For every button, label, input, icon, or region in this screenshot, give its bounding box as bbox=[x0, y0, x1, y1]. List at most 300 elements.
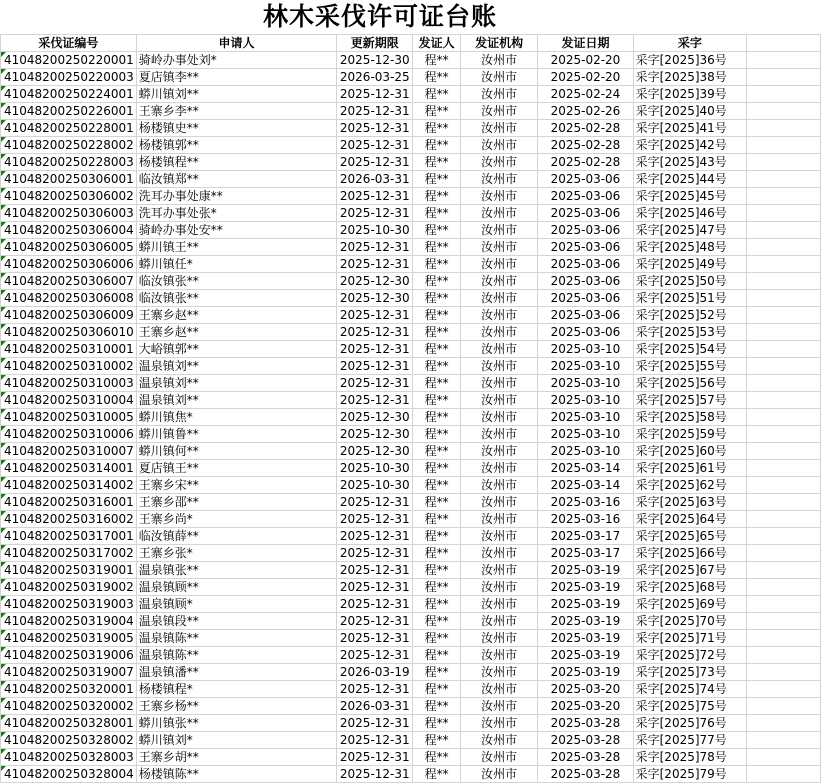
header-issuer[interactable]: 发证人 bbox=[413, 35, 461, 52]
document-number-cell[interactable]: 采字[2025]64号 bbox=[633, 511, 746, 528]
document-number-cell[interactable]: 采字[2025]53号 bbox=[633, 324, 746, 341]
agency-cell[interactable]: 汝州市 bbox=[461, 290, 538, 307]
agency-cell[interactable]: 汝州市 bbox=[461, 341, 538, 358]
permit-number-cell[interactable]: 41048200250316001 bbox=[1, 494, 137, 511]
applicant-cell[interactable]: 蟒川镇何** bbox=[136, 443, 337, 460]
document-number-cell[interactable]: 采字[2025]58号 bbox=[633, 409, 746, 426]
applicant-cell[interactable]: 夏店镇王** bbox=[136, 460, 337, 477]
agency-cell[interactable]: 汝州市 bbox=[461, 596, 538, 613]
issuer-cell[interactable]: 程** bbox=[413, 426, 461, 443]
issuer-cell[interactable]: 程** bbox=[413, 647, 461, 664]
document-number-cell[interactable]: 采字[2025]75号 bbox=[633, 698, 746, 715]
expiry-cell[interactable]: 2025-12-31 bbox=[337, 528, 413, 545]
empty-cell[interactable] bbox=[747, 290, 821, 307]
issuer-cell[interactable]: 程** bbox=[413, 239, 461, 256]
applicant-cell[interactable]: 温泉镇张** bbox=[136, 562, 337, 579]
issue-date-cell[interactable]: 2025-03-19 bbox=[538, 664, 633, 681]
applicant-cell[interactable]: 温泉镇潘** bbox=[136, 664, 337, 681]
agency-cell[interactable]: 汝州市 bbox=[461, 664, 538, 681]
issuer-cell[interactable]: 程** bbox=[413, 664, 461, 681]
document-number-cell[interactable]: 采字[2025]59号 bbox=[633, 426, 746, 443]
expiry-cell[interactable]: 2025-12-31 bbox=[337, 341, 413, 358]
document-number-cell[interactable]: 采字[2025]70号 bbox=[633, 613, 746, 630]
issuer-cell[interactable]: 程** bbox=[413, 715, 461, 732]
issue-date-cell[interactable]: 2025-03-20 bbox=[538, 681, 633, 698]
permit-number-cell[interactable]: 41048200250328004 bbox=[1, 766, 137, 783]
empty-cell[interactable] bbox=[747, 205, 821, 222]
document-number-cell[interactable]: 采字[2025]67号 bbox=[633, 562, 746, 579]
empty-cell[interactable] bbox=[747, 545, 821, 562]
agency-cell[interactable]: 汝州市 bbox=[461, 375, 538, 392]
agency-cell[interactable]: 汝州市 bbox=[461, 545, 538, 562]
issuer-cell[interactable]: 程** bbox=[413, 358, 461, 375]
applicant-cell[interactable]: 夏店镇李** bbox=[136, 69, 337, 86]
expiry-cell[interactable]: 2025-12-31 bbox=[337, 715, 413, 732]
issuer-cell[interactable]: 程** bbox=[413, 613, 461, 630]
issuer-cell[interactable]: 程** bbox=[413, 477, 461, 494]
permit-number-cell[interactable]: 41048200250314001 bbox=[1, 460, 137, 477]
agency-cell[interactable]: 汝州市 bbox=[461, 324, 538, 341]
issuer-cell[interactable]: 程** bbox=[413, 256, 461, 273]
permit-number-cell[interactable]: 41048200250220003 bbox=[1, 69, 137, 86]
agency-cell[interactable]: 汝州市 bbox=[461, 171, 538, 188]
document-number-cell[interactable]: 采字[2025]55号 bbox=[633, 358, 746, 375]
applicant-cell[interactable]: 杨楼镇史** bbox=[136, 120, 337, 137]
empty-cell[interactable] bbox=[747, 239, 821, 256]
applicant-cell[interactable]: 王寨乡胡** bbox=[136, 749, 337, 766]
document-number-cell[interactable]: 采字[2025]47号 bbox=[633, 222, 746, 239]
issue-date-cell[interactable]: 2025-02-28 bbox=[538, 120, 633, 137]
issuer-cell[interactable]: 程** bbox=[413, 307, 461, 324]
issue-date-cell[interactable]: 2025-03-06 bbox=[538, 324, 633, 341]
issue-date-cell[interactable]: 2025-03-14 bbox=[538, 460, 633, 477]
permit-number-cell[interactable]: 41048200250319002 bbox=[1, 579, 137, 596]
permit-number-cell[interactable]: 41048200250310003 bbox=[1, 375, 137, 392]
issuer-cell[interactable]: 程** bbox=[413, 562, 461, 579]
document-number-cell[interactable]: 采字[2025]40号 bbox=[633, 103, 746, 120]
issue-date-cell[interactable]: 2025-02-24 bbox=[538, 86, 633, 103]
agency-cell[interactable]: 汝州市 bbox=[461, 494, 538, 511]
applicant-cell[interactable]: 温泉镇陈** bbox=[136, 630, 337, 647]
agency-cell[interactable]: 汝州市 bbox=[461, 579, 538, 596]
applicant-cell[interactable]: 王寨乡张* bbox=[136, 545, 337, 562]
applicant-cell[interactable]: 王寨乡杨** bbox=[136, 698, 337, 715]
agency-cell[interactable]: 汝州市 bbox=[461, 137, 538, 154]
document-number-cell[interactable]: 采字[2025]41号 bbox=[633, 120, 746, 137]
empty-cell[interactable] bbox=[747, 579, 821, 596]
issuer-cell[interactable]: 程** bbox=[413, 375, 461, 392]
issue-date-cell[interactable]: 2025-03-10 bbox=[538, 375, 633, 392]
permit-number-cell[interactable]: 41048200250228001 bbox=[1, 120, 137, 137]
issuer-cell[interactable]: 程** bbox=[413, 69, 461, 86]
issuer-cell[interactable]: 程** bbox=[413, 171, 461, 188]
expiry-cell[interactable]: 2025-12-31 bbox=[337, 681, 413, 698]
expiry-cell[interactable]: 2025-12-31 bbox=[337, 103, 413, 120]
header-permit-number[interactable]: 采伐证编号 bbox=[1, 35, 137, 52]
issue-date-cell[interactable]: 2025-02-28 bbox=[538, 137, 633, 154]
expiry-cell[interactable]: 2025-12-31 bbox=[337, 613, 413, 630]
permit-number-cell[interactable]: 41048200250317002 bbox=[1, 545, 137, 562]
permit-number-cell[interactable]: 41048200250228002 bbox=[1, 137, 137, 154]
issue-date-cell[interactable]: 2025-03-28 bbox=[538, 715, 633, 732]
expiry-cell[interactable]: 2025-12-31 bbox=[337, 324, 413, 341]
agency-cell[interactable]: 汝州市 bbox=[461, 52, 538, 69]
permit-number-cell[interactable]: 41048200250306003 bbox=[1, 205, 137, 222]
header-applicant[interactable]: 申请人 bbox=[136, 35, 337, 52]
agency-cell[interactable]: 汝州市 bbox=[461, 307, 538, 324]
applicant-cell[interactable]: 杨楼镇程** bbox=[136, 154, 337, 171]
agency-cell[interactable]: 汝州市 bbox=[461, 766, 538, 783]
document-number-cell[interactable]: 采字[2025]45号 bbox=[633, 188, 746, 205]
expiry-cell[interactable]: 2025-12-31 bbox=[337, 766, 413, 783]
expiry-cell[interactable]: 2025-12-31 bbox=[337, 256, 413, 273]
applicant-cell[interactable]: 王寨乡邵** bbox=[136, 494, 337, 511]
empty-cell[interactable] bbox=[747, 698, 821, 715]
issuer-cell[interactable]: 程** bbox=[413, 528, 461, 545]
permit-number-cell[interactable]: 41048200250224001 bbox=[1, 86, 137, 103]
empty-cell[interactable] bbox=[747, 137, 821, 154]
expiry-cell[interactable]: 2025-12-31 bbox=[337, 562, 413, 579]
applicant-cell[interactable]: 蟒川镇刘** bbox=[136, 86, 337, 103]
issuer-cell[interactable]: 程** bbox=[413, 103, 461, 120]
empty-cell[interactable] bbox=[747, 528, 821, 545]
applicant-cell[interactable]: 临汝镇薛** bbox=[136, 528, 337, 545]
expiry-cell[interactable]: 2025-12-31 bbox=[337, 596, 413, 613]
issuer-cell[interactable]: 程** bbox=[413, 86, 461, 103]
issuer-cell[interactable]: 程** bbox=[413, 273, 461, 290]
applicant-cell[interactable]: 王寨乡赵** bbox=[136, 324, 337, 341]
issuer-cell[interactable]: 程** bbox=[413, 222, 461, 239]
agency-cell[interactable]: 汝州市 bbox=[461, 698, 538, 715]
agency-cell[interactable]: 汝州市 bbox=[461, 562, 538, 579]
agency-cell[interactable]: 汝州市 bbox=[461, 69, 538, 86]
expiry-cell[interactable]: 2025-12-31 bbox=[337, 749, 413, 766]
issue-date-cell[interactable]: 2025-03-28 bbox=[538, 732, 633, 749]
document-number-cell[interactable]: 采字[2025]71号 bbox=[633, 630, 746, 647]
agency-cell[interactable]: 汝州市 bbox=[461, 239, 538, 256]
header-expiry[interactable]: 更新期限 bbox=[337, 35, 413, 52]
issue-date-cell[interactable]: 2025-03-06 bbox=[538, 171, 633, 188]
issue-date-cell[interactable]: 2025-03-10 bbox=[538, 341, 633, 358]
agency-cell[interactable]: 汝州市 bbox=[461, 613, 538, 630]
applicant-cell[interactable]: 骑岭办事处安** bbox=[136, 222, 337, 239]
permit-number-cell[interactable]: 41048200250314002 bbox=[1, 477, 137, 494]
expiry-cell[interactable]: 2025-12-31 bbox=[337, 239, 413, 256]
applicant-cell[interactable]: 王寨乡赵** bbox=[136, 307, 337, 324]
document-number-cell[interactable]: 采字[2025]39号 bbox=[633, 86, 746, 103]
issue-date-cell[interactable]: 2025-03-19 bbox=[538, 647, 633, 664]
permit-number-cell[interactable]: 41048200250306001 bbox=[1, 171, 137, 188]
document-number-cell[interactable]: 采字[2025]44号 bbox=[633, 171, 746, 188]
agency-cell[interactable]: 汝州市 bbox=[461, 681, 538, 698]
expiry-cell[interactable]: 2026-03-19 bbox=[337, 664, 413, 681]
expiry-cell[interactable]: 2025-12-31 bbox=[337, 188, 413, 205]
permit-number-cell[interactable]: 41048200250310001 bbox=[1, 341, 137, 358]
issuer-cell[interactable]: 程** bbox=[413, 596, 461, 613]
issuer-cell[interactable]: 程** bbox=[413, 324, 461, 341]
document-number-cell[interactable]: 采字[2025]72号 bbox=[633, 647, 746, 664]
permit-number-cell[interactable]: 41048200250306009 bbox=[1, 307, 137, 324]
agency-cell[interactable]: 汝州市 bbox=[461, 511, 538, 528]
header-empty[interactable] bbox=[747, 35, 821, 52]
issuer-cell[interactable]: 程** bbox=[413, 290, 461, 307]
agency-cell[interactable]: 汝州市 bbox=[461, 528, 538, 545]
issue-date-cell[interactable]: 2025-03-17 bbox=[538, 528, 633, 545]
empty-cell[interactable] bbox=[747, 188, 821, 205]
issuer-cell[interactable]: 程** bbox=[413, 392, 461, 409]
expiry-cell[interactable]: 2025-12-31 bbox=[337, 154, 413, 171]
empty-cell[interactable] bbox=[747, 511, 821, 528]
applicant-cell[interactable]: 蟒川镇焦* bbox=[136, 409, 337, 426]
issuer-cell[interactable]: 程** bbox=[413, 341, 461, 358]
document-number-cell[interactable]: 采字[2025]66号 bbox=[633, 545, 746, 562]
expiry-cell[interactable]: 2025-12-31 bbox=[337, 205, 413, 222]
agency-cell[interactable]: 汝州市 bbox=[461, 120, 538, 137]
empty-cell[interactable] bbox=[747, 715, 821, 732]
issuer-cell[interactable]: 程** bbox=[413, 545, 461, 562]
agency-cell[interactable]: 汝州市 bbox=[461, 222, 538, 239]
issuer-cell[interactable]: 程** bbox=[413, 579, 461, 596]
issuer-cell[interactable]: 程** bbox=[413, 188, 461, 205]
empty-cell[interactable] bbox=[747, 443, 821, 460]
applicant-cell[interactable]: 蟒川镇任* bbox=[136, 256, 337, 273]
issue-date-cell[interactable]: 2025-03-10 bbox=[538, 358, 633, 375]
permit-number-cell[interactable]: 41048200250310002 bbox=[1, 358, 137, 375]
empty-cell[interactable] bbox=[747, 477, 821, 494]
applicant-cell[interactable]: 王寨乡尚* bbox=[136, 511, 337, 528]
agency-cell[interactable]: 汝州市 bbox=[461, 732, 538, 749]
applicant-cell[interactable]: 蟒川镇张** bbox=[136, 715, 337, 732]
issuer-cell[interactable]: 程** bbox=[413, 698, 461, 715]
permit-number-cell[interactable]: 41048200250220001 bbox=[1, 52, 137, 69]
permit-number-cell[interactable]: 41048200250306010 bbox=[1, 324, 137, 341]
issuer-cell[interactable]: 程** bbox=[413, 766, 461, 783]
permit-number-cell[interactable]: 41048200250319001 bbox=[1, 562, 137, 579]
applicant-cell[interactable]: 蟒川镇王** bbox=[136, 239, 337, 256]
applicant-cell[interactable]: 临汝镇张** bbox=[136, 273, 337, 290]
permit-number-cell[interactable]: 41048200250226001 bbox=[1, 103, 137, 120]
issue-date-cell[interactable]: 2025-03-06 bbox=[538, 222, 633, 239]
empty-cell[interactable] bbox=[747, 409, 821, 426]
expiry-cell[interactable]: 2025-12-30 bbox=[337, 426, 413, 443]
document-number-cell[interactable]: 采字[2025]52号 bbox=[633, 307, 746, 324]
applicant-cell[interactable]: 温泉镇刘** bbox=[136, 375, 337, 392]
expiry-cell[interactable]: 2025-12-30 bbox=[337, 52, 413, 69]
permit-number-cell[interactable]: 41048200250319007 bbox=[1, 664, 137, 681]
document-number-cell[interactable]: 采字[2025]60号 bbox=[633, 443, 746, 460]
permit-number-cell[interactable]: 41048200250320002 bbox=[1, 698, 137, 715]
applicant-cell[interactable]: 温泉镇段** bbox=[136, 613, 337, 630]
permit-number-cell[interactable]: 41048200250316002 bbox=[1, 511, 137, 528]
expiry-cell[interactable]: 2025-10-30 bbox=[337, 477, 413, 494]
document-number-cell[interactable]: 采字[2025]76号 bbox=[633, 715, 746, 732]
document-number-cell[interactable]: 采字[2025]68号 bbox=[633, 579, 746, 596]
applicant-cell[interactable]: 温泉镇刘** bbox=[136, 392, 337, 409]
empty-cell[interactable] bbox=[747, 562, 821, 579]
agency-cell[interactable]: 汝州市 bbox=[461, 358, 538, 375]
empty-cell[interactable] bbox=[747, 273, 821, 290]
applicant-cell[interactable]: 蟒川镇鲁** bbox=[136, 426, 337, 443]
issuer-cell[interactable]: 程** bbox=[413, 630, 461, 647]
document-number-cell[interactable]: 采字[2025]77号 bbox=[633, 732, 746, 749]
empty-cell[interactable] bbox=[747, 256, 821, 273]
issue-date-cell[interactable]: 2025-03-17 bbox=[538, 545, 633, 562]
expiry-cell[interactable]: 2025-12-31 bbox=[337, 358, 413, 375]
expiry-cell[interactable]: 2026-03-31 bbox=[337, 171, 413, 188]
document-number-cell[interactable]: 采字[2025]61号 bbox=[633, 460, 746, 477]
issue-date-cell[interactable]: 2025-02-20 bbox=[538, 52, 633, 69]
header-issue-date[interactable]: 发证日期 bbox=[538, 35, 633, 52]
issuer-cell[interactable]: 程** bbox=[413, 120, 461, 137]
empty-cell[interactable] bbox=[747, 307, 821, 324]
agency-cell[interactable]: 汝州市 bbox=[461, 256, 538, 273]
agency-cell[interactable]: 汝州市 bbox=[461, 392, 538, 409]
document-number-cell[interactable]: 采字[2025]54号 bbox=[633, 341, 746, 358]
permit-number-cell[interactable]: 41048200250319006 bbox=[1, 647, 137, 664]
applicant-cell[interactable]: 温泉镇陈** bbox=[136, 647, 337, 664]
issue-date-cell[interactable]: 2025-03-06 bbox=[538, 273, 633, 290]
expiry-cell[interactable]: 2025-12-31 bbox=[337, 307, 413, 324]
document-number-cell[interactable]: 采字[2025]65号 bbox=[633, 528, 746, 545]
issuer-cell[interactable]: 程** bbox=[413, 154, 461, 171]
applicant-cell[interactable]: 温泉镇顾** bbox=[136, 579, 337, 596]
permit-number-cell[interactable]: 41048200250328001 bbox=[1, 715, 137, 732]
issue-date-cell[interactable]: 2025-03-19 bbox=[538, 562, 633, 579]
issue-date-cell[interactable]: 2025-03-06 bbox=[538, 290, 633, 307]
agency-cell[interactable]: 汝州市 bbox=[461, 103, 538, 120]
applicant-cell[interactable]: 王寨乡李** bbox=[136, 103, 337, 120]
issuer-cell[interactable]: 程** bbox=[413, 443, 461, 460]
agency-cell[interactable]: 汝州市 bbox=[461, 715, 538, 732]
issuer-cell[interactable]: 程** bbox=[413, 52, 461, 69]
expiry-cell[interactable]: 2025-10-30 bbox=[337, 222, 413, 239]
document-number-cell[interactable]: 采字[2025]38号 bbox=[633, 69, 746, 86]
expiry-cell[interactable]: 2025-12-30 bbox=[337, 290, 413, 307]
issuer-cell[interactable]: 程** bbox=[413, 494, 461, 511]
permit-number-cell[interactable]: 41048200250319004 bbox=[1, 613, 137, 630]
expiry-cell[interactable]: 2025-12-31 bbox=[337, 630, 413, 647]
issuer-cell[interactable]: 程** bbox=[413, 511, 461, 528]
expiry-cell[interactable]: 2025-12-31 bbox=[337, 120, 413, 137]
issue-date-cell[interactable]: 2025-02-28 bbox=[538, 154, 633, 171]
document-number-cell[interactable]: 采字[2025]43号 bbox=[633, 154, 746, 171]
agency-cell[interactable]: 汝州市 bbox=[461, 630, 538, 647]
applicant-cell[interactable]: 大峪镇郭** bbox=[136, 341, 337, 358]
empty-cell[interactable] bbox=[747, 426, 821, 443]
document-number-cell[interactable]: 采字[2025]51号 bbox=[633, 290, 746, 307]
applicant-cell[interactable]: 临汝镇郑** bbox=[136, 171, 337, 188]
expiry-cell[interactable]: 2025-12-31 bbox=[337, 375, 413, 392]
permit-number-cell[interactable]: 41048200250319005 bbox=[1, 630, 137, 647]
document-number-cell[interactable]: 采字[2025]74号 bbox=[633, 681, 746, 698]
agency-cell[interactable]: 汝州市 bbox=[461, 426, 538, 443]
empty-cell[interactable] bbox=[747, 749, 821, 766]
applicant-cell[interactable]: 杨楼镇陈** bbox=[136, 766, 337, 783]
empty-cell[interactable] bbox=[747, 86, 821, 103]
issue-date-cell[interactable]: 2025-03-16 bbox=[538, 494, 633, 511]
expiry-cell[interactable]: 2025-12-31 bbox=[337, 579, 413, 596]
empty-cell[interactable] bbox=[747, 596, 821, 613]
issuer-cell[interactable]: 程** bbox=[413, 409, 461, 426]
issue-date-cell[interactable]: 2025-03-14 bbox=[538, 477, 633, 494]
issue-date-cell[interactable]: 2025-03-06 bbox=[538, 205, 633, 222]
expiry-cell[interactable]: 2026-03-31 bbox=[337, 698, 413, 715]
applicant-cell[interactable]: 温泉镇刘** bbox=[136, 358, 337, 375]
permit-number-cell[interactable]: 41048200250306002 bbox=[1, 188, 137, 205]
issuer-cell[interactable]: 程** bbox=[413, 732, 461, 749]
permit-number-cell[interactable]: 41048200250328003 bbox=[1, 749, 137, 766]
document-number-cell[interactable]: 采字[2025]42号 bbox=[633, 137, 746, 154]
permit-number-cell[interactable]: 41048200250310005 bbox=[1, 409, 137, 426]
agency-cell[interactable]: 汝州市 bbox=[461, 154, 538, 171]
expiry-cell[interactable]: 2026-03-25 bbox=[337, 69, 413, 86]
document-number-cell[interactable]: 采字[2025]78号 bbox=[633, 749, 746, 766]
expiry-cell[interactable]: 2025-12-31 bbox=[337, 647, 413, 664]
expiry-cell[interactable]: 2025-12-30 bbox=[337, 273, 413, 290]
expiry-cell[interactable]: 2025-12-31 bbox=[337, 732, 413, 749]
empty-cell[interactable] bbox=[747, 358, 821, 375]
document-number-cell[interactable]: 采字[2025]49号 bbox=[633, 256, 746, 273]
empty-cell[interactable] bbox=[747, 120, 821, 137]
permit-number-cell[interactable]: 41048200250310006 bbox=[1, 426, 137, 443]
expiry-cell[interactable]: 2025-12-31 bbox=[337, 392, 413, 409]
agency-cell[interactable]: 汝州市 bbox=[461, 86, 538, 103]
agency-cell[interactable]: 汝州市 bbox=[461, 443, 538, 460]
agency-cell[interactable]: 汝州市 bbox=[461, 477, 538, 494]
issue-date-cell[interactable]: 2025-03-28 bbox=[538, 766, 633, 783]
empty-cell[interactable] bbox=[747, 103, 821, 120]
issue-date-cell[interactable]: 2025-03-06 bbox=[538, 239, 633, 256]
empty-cell[interactable] bbox=[747, 69, 821, 86]
issue-date-cell[interactable]: 2025-03-10 bbox=[538, 392, 633, 409]
agency-cell[interactable]: 汝州市 bbox=[461, 205, 538, 222]
empty-cell[interactable] bbox=[747, 341, 821, 358]
expiry-cell[interactable]: 2025-12-31 bbox=[337, 511, 413, 528]
empty-cell[interactable] bbox=[747, 732, 821, 749]
empty-cell[interactable] bbox=[747, 52, 821, 69]
permit-number-cell[interactable]: 41048200250328002 bbox=[1, 732, 137, 749]
agency-cell[interactable]: 汝州市 bbox=[461, 409, 538, 426]
permit-number-cell[interactable]: 41048200250319003 bbox=[1, 596, 137, 613]
empty-cell[interactable] bbox=[747, 494, 821, 511]
document-number-cell[interactable]: 采字[2025]73号 bbox=[633, 664, 746, 681]
empty-cell[interactable] bbox=[747, 392, 821, 409]
applicant-cell[interactable]: 杨楼镇程* bbox=[136, 681, 337, 698]
expiry-cell[interactable]: 2025-12-31 bbox=[337, 545, 413, 562]
issue-date-cell[interactable]: 2025-03-28 bbox=[538, 749, 633, 766]
document-number-cell[interactable]: 采字[2025]57号 bbox=[633, 392, 746, 409]
empty-cell[interactable] bbox=[747, 460, 821, 477]
document-number-cell[interactable]: 采字[2025]50号 bbox=[633, 273, 746, 290]
permit-number-cell[interactable]: 41048200250320001 bbox=[1, 681, 137, 698]
document-number-cell[interactable]: 采字[2025]79号 bbox=[633, 766, 746, 783]
permit-number-cell[interactable]: 41048200250306006 bbox=[1, 256, 137, 273]
empty-cell[interactable] bbox=[747, 681, 821, 698]
empty-cell[interactable] bbox=[747, 171, 821, 188]
applicant-cell[interactable]: 临汝镇张** bbox=[136, 290, 337, 307]
issue-date-cell[interactable]: 2025-03-06 bbox=[538, 188, 633, 205]
expiry-cell[interactable]: 2025-12-31 bbox=[337, 137, 413, 154]
expiry-cell[interactable]: 2025-12-30 bbox=[337, 409, 413, 426]
issue-date-cell[interactable]: 2025-03-19 bbox=[538, 630, 633, 647]
empty-cell[interactable] bbox=[747, 375, 821, 392]
document-number-cell[interactable]: 采字[2025]63号 bbox=[633, 494, 746, 511]
applicant-cell[interactable]: 温泉镇顾* bbox=[136, 596, 337, 613]
issuer-cell[interactable]: 程** bbox=[413, 681, 461, 698]
expiry-cell[interactable]: 2025-10-30 bbox=[337, 460, 413, 477]
expiry-cell[interactable]: 2025-12-30 bbox=[337, 443, 413, 460]
issue-date-cell[interactable]: 2025-03-10 bbox=[538, 409, 633, 426]
